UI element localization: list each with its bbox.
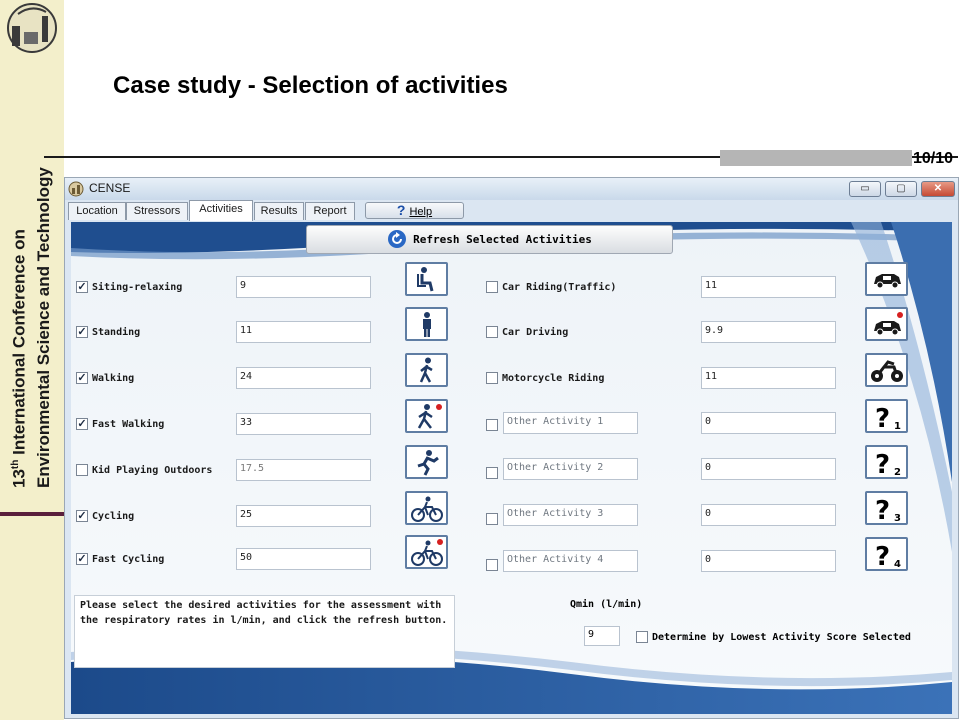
help-label: Help [409,206,433,218]
tab-report[interactable]: Report [305,202,355,220]
activity-checkbox[interactable] [76,464,88,476]
svg-text:?: ? [875,404,891,430]
svg-text:?: ? [875,496,891,522]
svg-text:?: ? [875,542,891,568]
app-icon [68,181,84,197]
activity-label: Motorcycle Riding [502,373,605,384]
refresh-selected-activities-button[interactable] [306,225,673,254]
activity-row-other-3 [481,504,861,528]
activity-label: Standing [92,327,141,338]
sidebar-divider [0,512,64,516]
determine-lowest-checkbox[interactable] [636,631,648,643]
cense-window [64,177,959,719]
fast-cycling-icon [405,535,448,569]
activity-checkbox[interactable] [486,419,498,431]
activity-label: Cycling [92,511,135,522]
conference-logo-icon [2,2,62,54]
car-icon [865,262,908,296]
activity-rate-field[interactable]: 9 [236,276,371,298]
activity-row-motorcycle [481,367,861,391]
instructions-text: Please select the desired activities for the assessment with the respiratory rates in l/min, and click the refresh button. [74,595,455,668]
activity-rate-field[interactable]: 9.9 [701,321,836,343]
activity-checkbox[interactable]: ✓ [77,326,87,338]
tab-results[interactable]: Results [254,202,304,220]
page-progress-bar [720,150,912,166]
window-titlebar[interactable] [65,178,958,200]
activity-checkbox[interactable] [486,467,498,479]
question-1-icon [865,399,908,433]
activity-rate-field[interactable]: 50 [236,548,371,570]
activity-row-car-riding [481,276,861,300]
activity-label: Siting-relaxing [92,282,183,293]
activity-rate-field[interactable]: 24 [236,367,371,389]
activity-label: Car Riding(Traffic) [502,282,617,293]
qmin-field[interactable]: 9 [584,626,620,646]
car-driving-icon [865,307,908,341]
qmin-label: Qmin (l/min) [570,599,643,610]
page-number: 10/10 [913,150,954,167]
activity-label: Fast Walking [92,419,165,430]
question-digit: 1 [894,421,901,430]
activity-checkbox[interactable]: ✓ [77,553,87,565]
maximize-button[interactable]: ▢ [885,181,917,197]
activity-label: Car Driving [502,327,569,338]
activity-row-walking [71,367,451,391]
minimize-button[interactable]: ▭ [849,181,881,197]
activity-rate-field[interactable]: 25 [236,505,371,527]
slide-title: Case study - Selection of activities [113,72,508,99]
activity-label: Walking [92,373,135,384]
question-digit: 3 [894,513,901,522]
slide-sidebar [0,0,64,720]
question-2-icon [865,445,908,479]
activity-checkbox[interactable]: ✓ [77,281,87,293]
other-activity-name-field[interactable]: Other Activity 3 [503,504,638,526]
activity-rate-field[interactable]: 11 [701,276,836,298]
svg-text:?: ? [875,450,891,476]
tab-activities[interactable]: Activities [189,200,253,221]
question-digit: 4 [894,559,901,568]
activity-checkbox[interactable] [486,326,498,338]
activity-checkbox[interactable] [486,559,498,571]
activity-row-fast-cycling [71,548,451,572]
activity-row-kid-playing [71,459,451,483]
activity-row-standing [71,321,451,345]
help-button[interactable] [365,202,464,219]
window-title: CENSE [89,181,131,195]
other-activity-name-field[interactable]: Other Activity 4 [503,550,638,572]
question-3-icon [865,491,908,525]
determine-lowest-label: Determine by Lowest Activity Score Selected [652,632,911,643]
activity-checkbox[interactable]: ✓ [77,510,87,522]
other-activity-name-field[interactable]: Other Activity 1 [503,412,638,434]
other-activity-name-field[interactable]: Other Activity 2 [503,458,638,480]
tab-location[interactable]: Location [68,202,126,220]
question-digit: 2 [894,467,901,476]
activity-row-other-4 [481,550,861,574]
tab-bar [65,200,958,220]
question-4-icon [865,537,908,571]
activity-label: Kid Playing Outdoors [92,465,213,476]
activity-row-other-1 [481,412,861,436]
conference-line-1: 13th International Conference on [9,229,29,488]
activity-checkbox[interactable] [486,281,498,293]
activities-panel [71,222,952,714]
tab-stressors[interactable]: Stressors [126,202,188,220]
activity-rate-field[interactable]: 11 [701,367,836,389]
refresh-label: Refresh Selected Activities [413,233,592,246]
activity-rate-field[interactable]: 17.5 [236,459,371,481]
activity-row-siting-relaxing [71,276,451,300]
walking-person-icon [405,353,448,387]
standing-person-icon [405,307,448,341]
activity-rate-field[interactable]: 33 [236,413,371,435]
cycling-icon [405,491,448,525]
fast-walking-person-icon [405,399,448,433]
sitting-person-icon [405,262,448,296]
activity-row-car-driving [481,321,861,345]
help-icon: ? [396,202,406,218]
activity-rate-field[interactable]: 0 [701,550,836,572]
refresh-icon [387,229,407,249]
activity-row-cycling [71,505,451,529]
motorcycle-icon [865,353,908,387]
activity-rate-field[interactable]: 0 [701,504,836,526]
activity-checkbox[interactable] [486,372,498,384]
running-kid-icon [405,445,448,479]
activity-row-other-2 [481,458,861,482]
activity-rate-field[interactable]: 0 [701,412,836,434]
activity-checkbox[interactable]: ✓ [77,372,87,384]
close-button[interactable]: ✕ [921,181,955,197]
activity-label: Fast Cycling [92,554,165,565]
conference-line-2: Environmental Science and Technology [33,167,53,488]
activity-checkbox[interactable] [486,513,498,525]
activity-rate-field[interactable]: 0 [701,458,836,480]
activity-rate-field[interactable]: 11 [236,321,371,343]
activity-row-fast-walking [71,413,451,437]
activity-checkbox[interactable]: ✓ [77,418,87,430]
